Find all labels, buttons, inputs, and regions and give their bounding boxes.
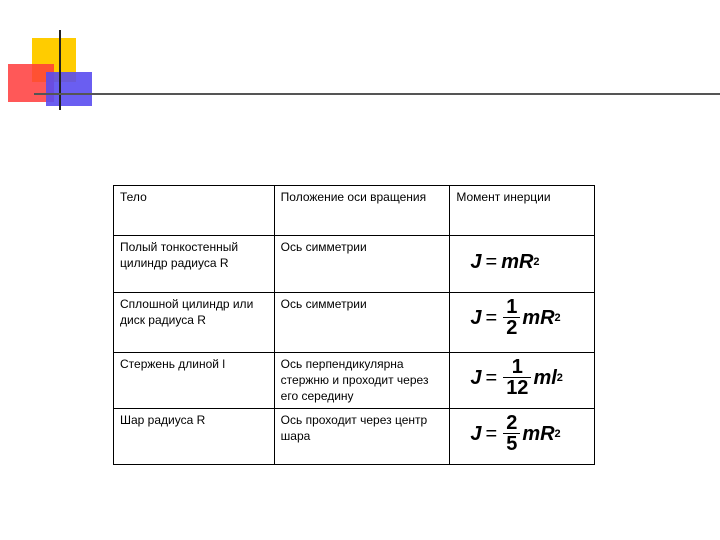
formula-lhs: J [470, 422, 482, 445]
fraction-denominator: 2 [503, 317, 520, 338]
cell-axis: Ось симметрии [274, 293, 450, 353]
formula-fraction [503, 413, 520, 454]
formula-fraction [503, 297, 520, 338]
moment-of-inertia-table [113, 185, 595, 465]
formula-rhs: mR [522, 306, 555, 329]
table-row [114, 353, 595, 409]
formula-exponent: 2 [533, 256, 540, 268]
formula-equals: = [485, 306, 498, 329]
cell-body: Полый тонкостенный цилиндр радиуса R [114, 236, 275, 293]
fraction-numerator: 1 [511, 356, 523, 378]
decor-square-blue [46, 72, 92, 106]
formula-exponent: 2 [554, 311, 561, 324]
header-moment: Момент инерции [450, 186, 595, 236]
table-header-row [114, 186, 595, 236]
cell-formula [450, 409, 595, 465]
formula-rhs: mR [522, 422, 555, 445]
formula-lhs: J [470, 366, 482, 389]
formula-lhs: J [470, 306, 482, 329]
cell-axis: Ось симметрии [274, 236, 450, 293]
formula-sphere [470, 413, 594, 454]
cell-axis: Ось проходит через центр шара [274, 409, 450, 465]
cell-body: Сплошной цилиндр или диск радиуса R [114, 293, 275, 353]
formula-rhs: mR [501, 251, 534, 273]
cell-body: Шар радиуса R [114, 409, 275, 465]
decor-vertical-line [59, 30, 61, 110]
formula-lhs: J [470, 251, 482, 273]
fraction-denominator: 12 [503, 377, 531, 398]
fraction-numerator: 1 [506, 296, 518, 318]
formula-rod [470, 357, 594, 398]
header-axis: Положение оси вращения [274, 186, 450, 236]
cell-formula [450, 236, 595, 293]
table-row [114, 409, 595, 465]
formula-exponent: 2 [556, 371, 563, 384]
formula-equals: = [485, 422, 498, 445]
formula-exponent: 2 [554, 427, 561, 440]
cell-formula [450, 293, 595, 353]
fraction-numerator: 2 [506, 412, 518, 434]
cell-axis: Ось перпендикулярна стержню и проходит через его середину [274, 353, 450, 409]
cell-formula [450, 353, 595, 409]
formula-solid-cylinder [470, 297, 594, 338]
fraction-denominator: 5 [503, 433, 520, 454]
formula-equals: = [485, 251, 498, 273]
header-body: Тело [114, 186, 275, 236]
decor-horizontal-line [34, 93, 720, 95]
formula-rhs: ml [533, 366, 557, 389]
formula-equals: = [485, 366, 498, 389]
cell-body: Стержень длиной l [114, 353, 275, 409]
table-row [114, 236, 595, 293]
table-row [114, 293, 595, 353]
formula-hollow-cylinder [470, 251, 594, 273]
formula-fraction [503, 357, 531, 398]
